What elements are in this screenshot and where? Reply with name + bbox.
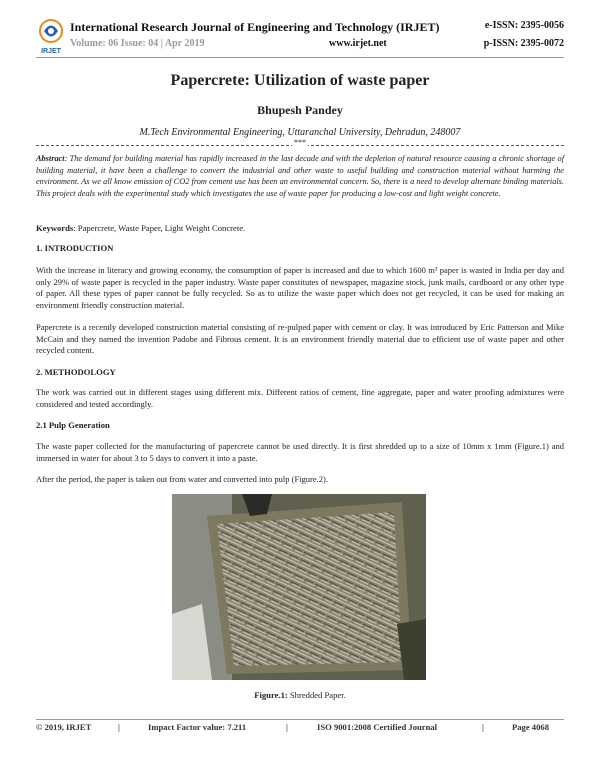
issue-info: Volume: 06 Issue: 04 | Apr 2019 [70, 38, 205, 49]
section-separator [36, 140, 564, 148]
author-affiliation: M.Tech Environmental Engineering, Uttaranchal University, Dehradun, 248007 [139, 127, 461, 138]
intro-heading: 1. INTRODUCTION [36, 243, 114, 253]
journal-website[interactable]: www.irjet.net [329, 38, 387, 49]
intro-paragraph-1: With the increase in literacy and growing economy, the consumption of paper is increased and due to which 1600 m³ paper is wasted in India per day and only 29% of waste paper is recycled in the paper industry. Waste paper constitutes of newspaper, magazine stock, junk mails, cardboard or any other type of paper. All these types of paper cannot be fully recycled. So as to utilize the waste paper which does not get recycled, it can be used for making an environment friendly construction material. [36, 265, 564, 310]
page-footer [36, 722, 564, 736]
paper-title: Papercrete: Utilization of waste paper [170, 72, 430, 89]
abstract-text: : The demand for building material has rapidly increased in the last decade and with the depletion of natural resource causing a chronic shortage of building material, it have been a challenge to convert the industrial and other waste to useful building and construction material without harming the environment. As we all know emission of CO2 from cement use has been an environmental concern. So, there is a need to develop alternate binding materials. This project deals with the experimental study which investigates the use of waste paper for producing a low-cost and light weight concrete. [36, 154, 564, 198]
footer-divider-2: | [286, 722, 288, 732]
intro-paragraph-2: Papercrete is a recently developed construction material consisting of re-pulped paper with cement or clay. It was introduced by Eric Patterson and Mike McCain and they named the invention Padobe and Fibrous cement. It is an environment friendly material due to efficient use of waste paper and other recycled content. [36, 322, 564, 356]
abstract-label: Abstract [36, 154, 65, 163]
keywords-text: : Papercrete, Waste Paper, Light Weight Concrete. [73, 223, 246, 233]
p-issn: p-ISSN: 2395-0072 [483, 38, 564, 49]
figure-caption [36, 690, 564, 700]
irjet-logo [36, 16, 66, 56]
keywords [36, 223, 564, 233]
footer-copyright: © 2019, IRJET [36, 722, 92, 732]
pulp-paragraph-1: The waste paper collected for the manufacturing of papercrete cannot be used directly. It is first shredded up to a size of 10mm x 1mm (Figure.1) and immersed in water for about 3 to 5 days to convert it into a paste. [36, 441, 564, 463]
svg-text:IRJET: IRJET [41, 48, 61, 55]
footer-page: Page 4068 [512, 722, 549, 732]
figure-caption-label: Figure.1: [254, 690, 288, 700]
methodology-paragraph: The work was carried out in different stages using different mix. Different ratios of cement, fine aggregate, paper and water proofing admixtures were considered and tested accordingly. [36, 387, 564, 409]
separator-stars: *** [294, 138, 306, 147]
figure-caption-text: Shredded Paper. [287, 690, 346, 700]
keywords-label: Keywords [36, 223, 74, 233]
abstract [36, 153, 564, 199]
pulp-paragraph-2: After the period, the paper is taken out from water and converted into pulp (Figure.2). [36, 474, 328, 484]
pulp-heading: 2.1 Pulp Generation [36, 420, 110, 430]
footer-divider-3: | [482, 722, 484, 732]
footer-rule [36, 719, 564, 720]
footer-iso: ISO 9001:2008 Certified Journal [317, 722, 438, 732]
journal-header [36, 16, 564, 56]
header-rule [36, 57, 564, 58]
footer-impact: Impact Factor value: 7.211 [148, 722, 247, 732]
footer-divider-1: | [118, 722, 120, 732]
methodology-heading: 2. METHODOLOGY [36, 367, 116, 377]
shredded-paper-photo [172, 494, 426, 680]
e-issn: e-ISSN: 2395-0056 [484, 20, 564, 31]
paper-author: Bhupesh Pandey [257, 103, 343, 117]
journal-title: International Research Journal of Engineering and Technology (IRJET) [70, 20, 440, 34]
